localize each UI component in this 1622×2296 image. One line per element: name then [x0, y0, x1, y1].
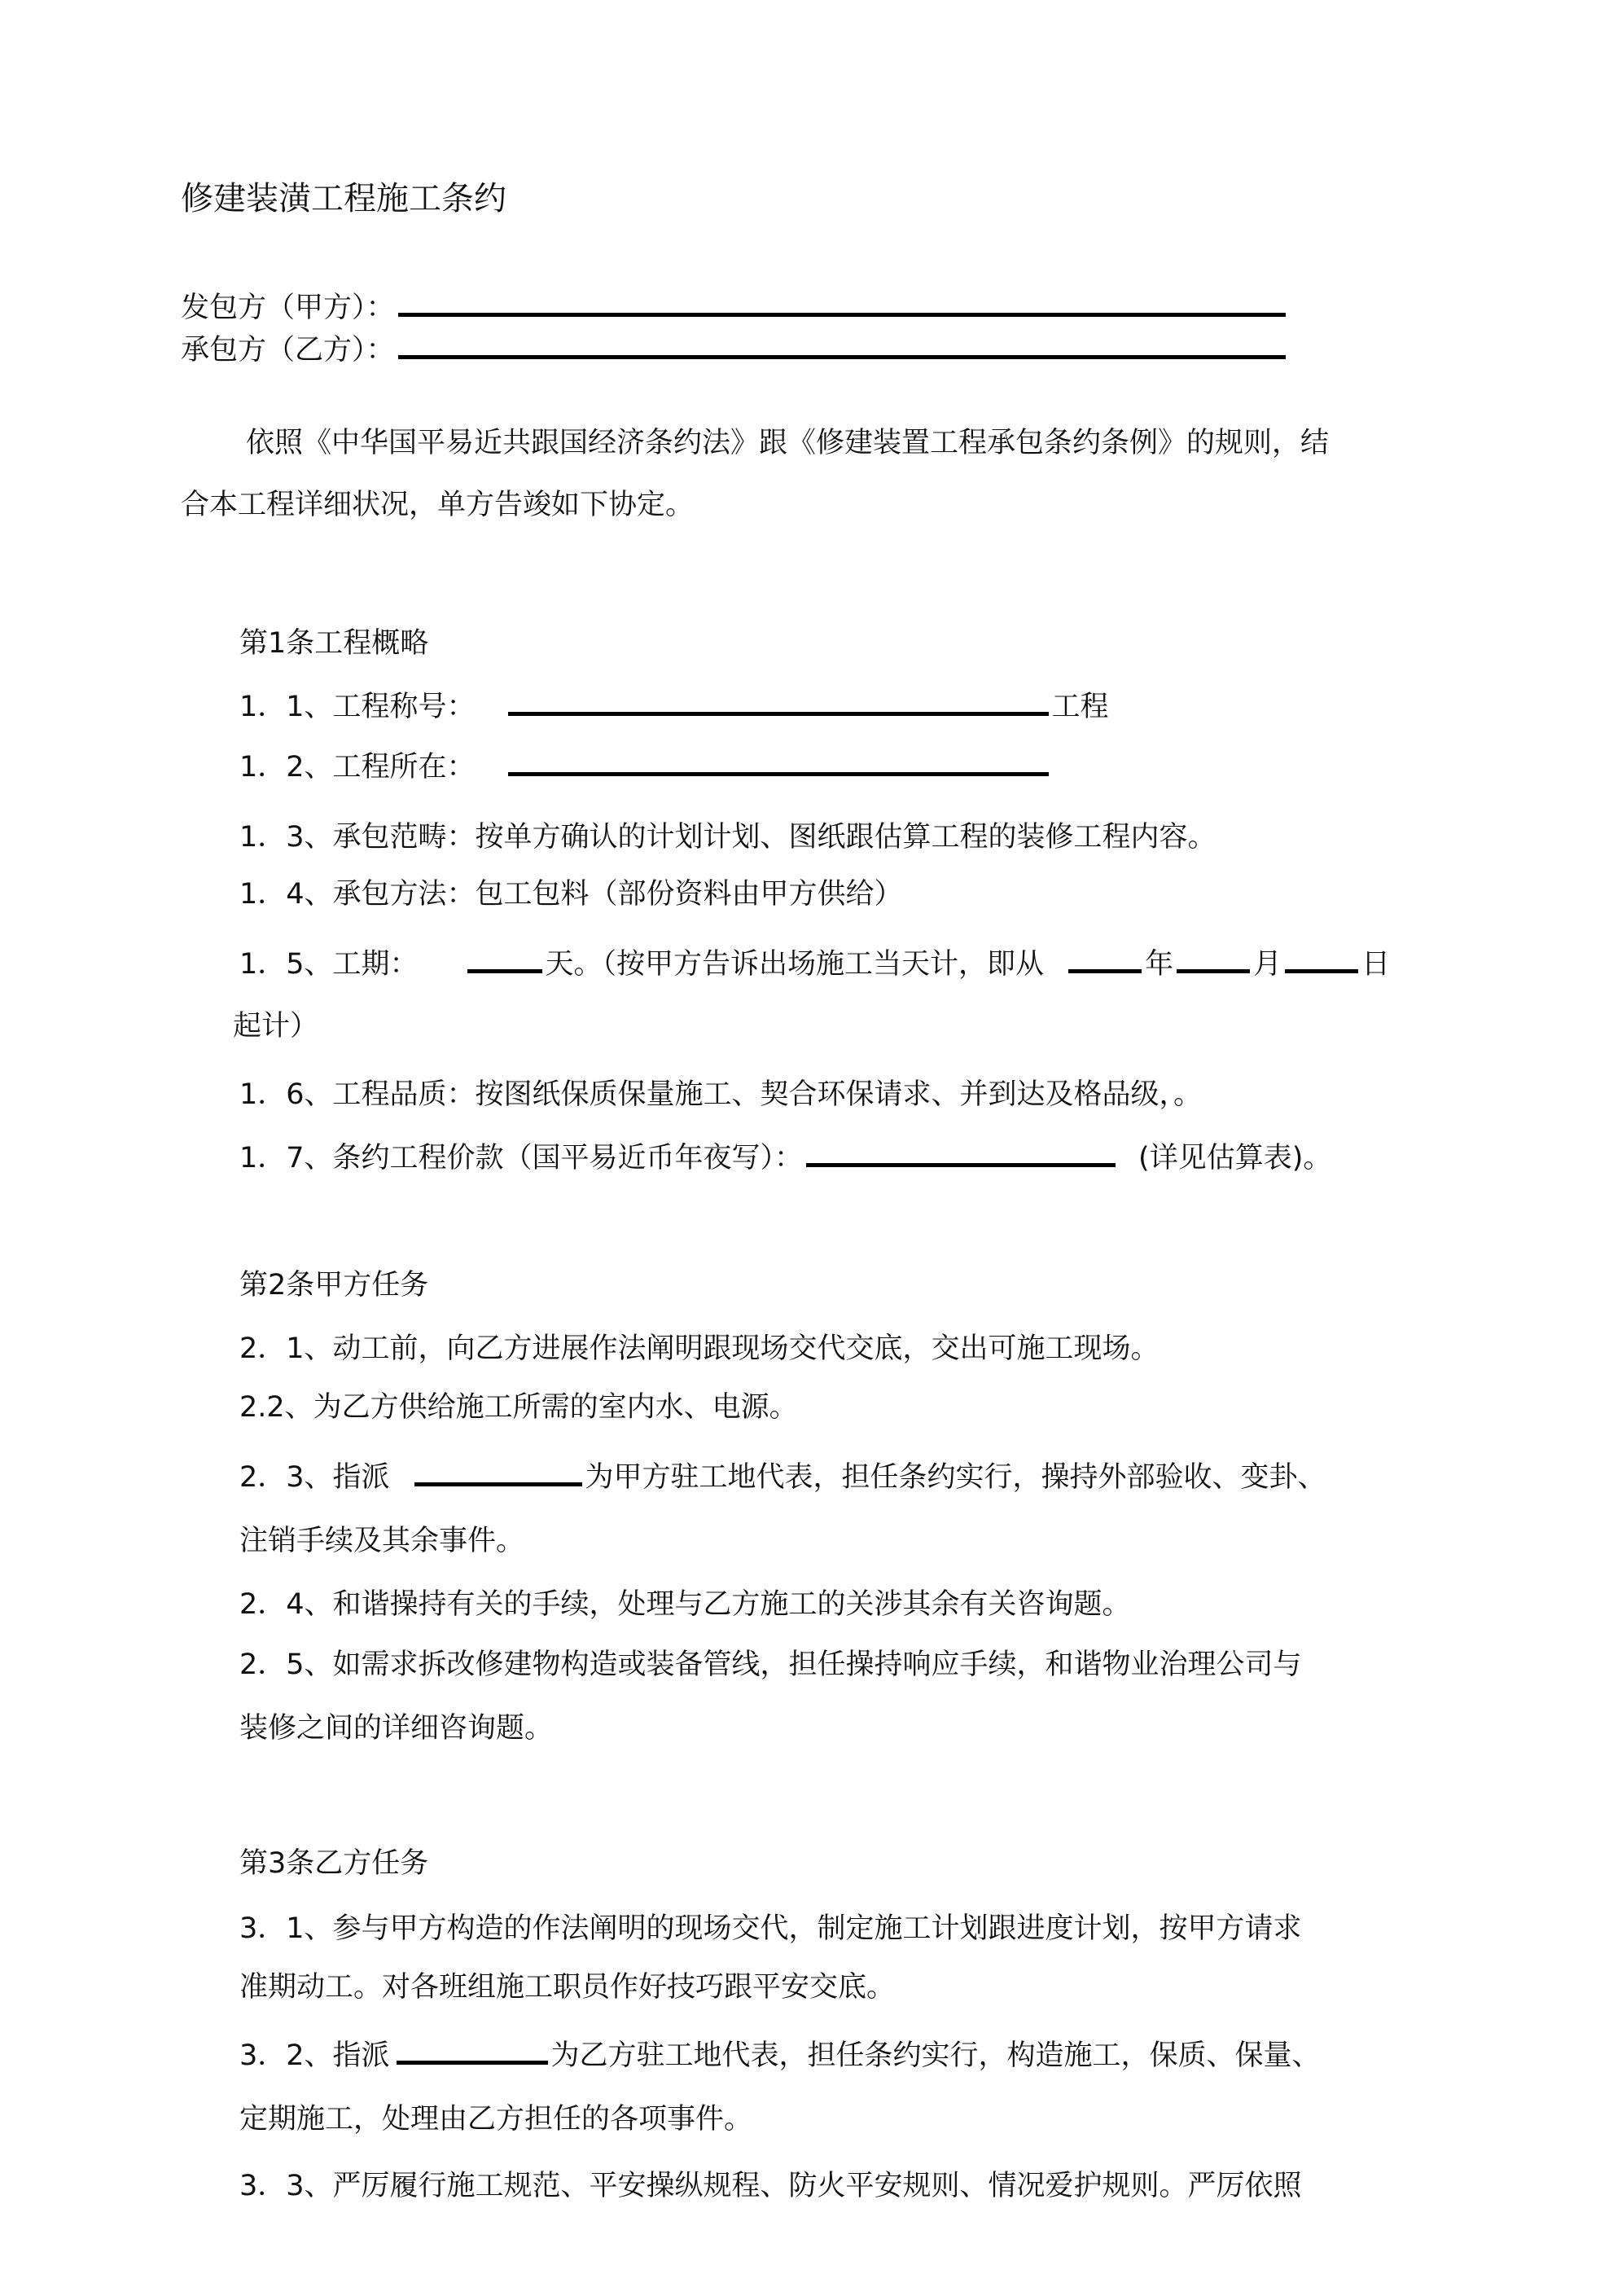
item-1-1-label: 1．1、工程称号：: [239, 691, 476, 723]
item-2-3: [239, 1460, 1326, 1495]
item-2-3-cont: 注销手续及其余事件。: [239, 1525, 525, 1557]
item-1-2-label: 1．2、工程所在：: [239, 751, 476, 784]
item-1-5-cont: 起计）: [233, 1010, 319, 1043]
item-2-5: 2．5、如需求拆改修建物构造或装备管线，担任操持响应手续，和谐物业治理公司与: [239, 1648, 1302, 1681]
item-3-3: 3．3、严厉履行施工规范、平安操纵规程、防火平安规则、情况爱护规则。严厉依照: [239, 2170, 1302, 2202]
item-1-1-suffix: 工程: [1051, 691, 1109, 723]
start-month-blank: [1177, 946, 1250, 973]
party-a-representative-blank: [414, 1460, 582, 1486]
intro-line-2: 合本工程详细状况，单方告竣如下协定。: [181, 489, 695, 521]
start-year-blank: [1068, 946, 1142, 973]
item-2-3-suffix: 为甲方驻工地代表，担任条约实行，操持外部验收、变卦、: [585, 1461, 1326, 1494]
item-2-2: 2.2、为乙方供给施工所需的室内水、电源。: [239, 1391, 798, 1424]
item-1-6: 1．6、工程品质：按图纸保质保量施工、契合环保请求、并到达及格品级，。: [239, 1078, 1203, 1111]
item-1-3: 1．3、承包范畴：按单方确认的计划计划、图纸跟估算工程的装修工程内容。: [239, 821, 1216, 854]
party-b-representative-blank: [397, 2038, 548, 2065]
item-1-5-day: 日: [1361, 948, 1391, 981]
item-3-2-suffix: 为乙方驻工地代表，担任条约实行，构造施工，保质、保量、: [550, 2039, 1321, 2072]
party-b-label: 承包方（乙方）：: [181, 334, 395, 367]
item-2-3-label: 2．3、指派: [239, 1461, 390, 1494]
party-a-label: 发包方（甲方）：: [181, 292, 395, 324]
item-1-7-suffix: (详见估算表)。: [1138, 1142, 1332, 1174]
item-1-5-month: 月: [1253, 948, 1282, 981]
intro-line-1: 依照《中华国平易近共跟国经济条约法》跟《修建装置工程承包条约条例》的规则，结: [246, 427, 1330, 459]
contract-price-blank: [806, 1140, 1116, 1167]
item-1-7: [239, 1140, 1331, 1176]
party-a-blank: [398, 290, 1286, 317]
item-1-5-year: 年: [1145, 948, 1174, 981]
item-3-2-label: 3．2、指派: [239, 2039, 390, 2072]
party-a-row: [181, 290, 1289, 326]
document-title: 修建装潢工程施工条约: [181, 180, 506, 217]
item-3-1: 3．1、参与甲方构造的作法阐明的现场交代，制定施工计划跟进度计划，按甲方请求: [239, 1912, 1302, 1945]
project-name-blank: [508, 689, 1049, 716]
start-day-blank: [1285, 946, 1358, 973]
duration-days-blank: [467, 946, 542, 973]
item-1-4: 1．4、承包方法：包工包料（部份资料由甲方供给）: [239, 878, 903, 911]
item-2-5-cont: 装修之间的详细咨询题。: [239, 1712, 554, 1745]
item-1-2: [239, 749, 1052, 785]
item-2-4: 2．4、和谐操持有关的手续，处理与乙方施工的关涉其余有关咨询题。: [239, 1588, 1131, 1621]
section-3-heading: 第3条乙方任务: [239, 1847, 429, 1880]
party-b-row: [181, 332, 1289, 368]
section-1-heading: 第1条工程概略: [239, 627, 429, 660]
item-2-1: 2．1、动工前，向乙方进展作法阐明跟现场交代交底，交出可施工现场。: [239, 1332, 1160, 1365]
item-3-2: [239, 2038, 1321, 2074]
item-1-1: [239, 689, 1109, 725]
item-1-5: [239, 946, 1390, 982]
item-3-2-cont: 定期施工，处理由乙方担任的各项事件。: [239, 2103, 753, 2136]
item-1-5-label: 1．5、工期：: [239, 948, 419, 981]
section-2-heading: 第2条甲方任务: [239, 1269, 429, 1302]
item-1-5-mid: 天。（按甲方告诉出场施工当天计，即从: [545, 948, 1045, 981]
project-location-blank: [508, 749, 1049, 776]
item-3-1-cont: 准期动工。对各班组施工职员作好技巧跟平安交底。: [239, 1971, 896, 2004]
item-1-7-label: 1．7、条约工程价款（国平易近币年夜写）：: [239, 1142, 804, 1174]
party-b-blank: [398, 332, 1286, 359]
